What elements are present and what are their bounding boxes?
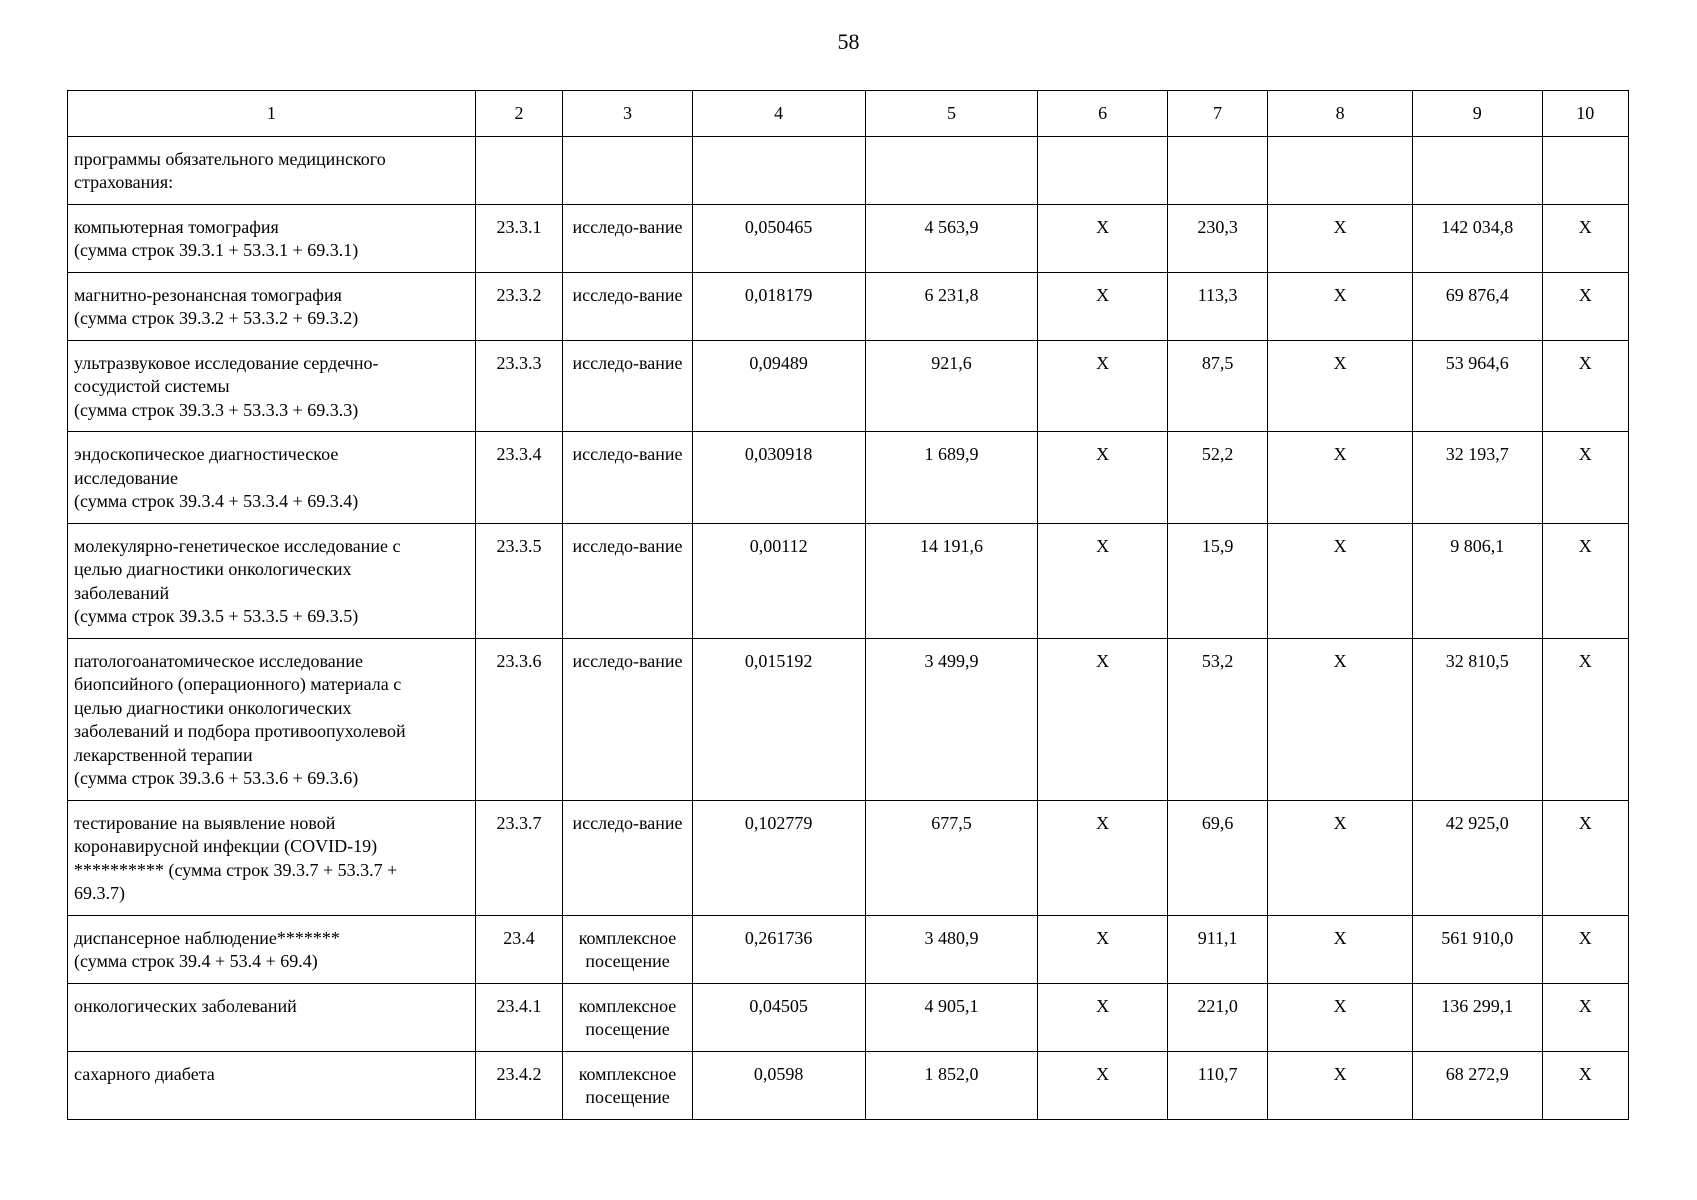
row-value-cell: 136 299,1 bbox=[1412, 983, 1542, 1051]
row-name-line: (сумма строк 39.3.1 + 53.3.1 + 69.3.1) bbox=[74, 240, 359, 260]
row-name-cell bbox=[68, 272, 476, 340]
column-header: 10 bbox=[1542, 91, 1628, 137]
row-value-cell: 42 925,0 bbox=[1412, 800, 1542, 915]
row-value-cell: Х bbox=[1038, 204, 1168, 272]
row-code-cell: 23.3.2 bbox=[475, 272, 562, 340]
row-unit-cell: исследо-вание bbox=[563, 800, 693, 915]
row-value-cell: Х bbox=[1542, 340, 1628, 432]
row-value-cell: 1 689,9 bbox=[865, 432, 1038, 524]
row-value-cell: 921,6 bbox=[865, 340, 1038, 432]
row-name-line: магнитно-резонансная томография bbox=[74, 284, 342, 305]
row-value-cell: Х bbox=[1542, 638, 1628, 800]
row-value-cell: Х bbox=[1038, 915, 1168, 983]
column-header: 9 bbox=[1412, 91, 1542, 137]
row-name-line: биопсийного (операционного) материала с bbox=[74, 674, 402, 694]
table-row bbox=[68, 800, 1629, 915]
row-code-cell: 23.3.7 bbox=[475, 800, 562, 915]
row-value-cell: 9 806,1 bbox=[1412, 523, 1542, 638]
row-name-line: (сумма строк 39.3.6 + 53.3.6 + 69.3.6) bbox=[74, 768, 359, 788]
row-name-line: программы обязательного медицинского bbox=[74, 148, 386, 169]
row-value-cell: 0,00112 bbox=[692, 523, 865, 638]
row-unit-cell: исследо-вание bbox=[563, 340, 693, 432]
row-code-cell: 23.3.4 bbox=[475, 432, 562, 524]
row-value-cell: 0,04505 bbox=[692, 983, 865, 1051]
row-value-cell: 221,0 bbox=[1167, 983, 1267, 1051]
row-name-line: страхования: bbox=[74, 172, 174, 192]
row-value-cell: 0,09489 bbox=[692, 340, 865, 432]
row-value-cell: Х bbox=[1268, 915, 1413, 983]
row-name-line: сахарного диабета bbox=[74, 1063, 215, 1084]
row-value-cell: Х bbox=[1542, 1051, 1628, 1119]
table-row bbox=[68, 1051, 1629, 1119]
row-value-cell: Х bbox=[1542, 272, 1628, 340]
row-name-line: сосудистой системы bbox=[74, 376, 230, 396]
row-value-cell: 53 964,6 bbox=[1412, 340, 1542, 432]
row-name-line: (сумма строк 39.3.3 + 53.3.3 + 69.3.3) bbox=[74, 399, 359, 420]
row-value-cell bbox=[865, 136, 1038, 204]
row-code-cell: 23.3.6 bbox=[475, 638, 562, 800]
row-name-line: ********** (сумма строк 39.3.7 + 53.3.7 + bbox=[74, 859, 398, 880]
row-value-cell: 3 499,9 bbox=[865, 638, 1038, 800]
row-name-line: молекулярно-генетическое исследование с bbox=[74, 535, 401, 556]
row-value-cell: 32 810,5 bbox=[1412, 638, 1542, 800]
row-name-cell bbox=[68, 340, 476, 432]
row-value-cell: 110,7 bbox=[1167, 1051, 1267, 1119]
row-unit-cell: исследо-вание bbox=[563, 432, 693, 524]
row-value-cell bbox=[1167, 136, 1267, 204]
row-code-cell: 23.3.1 bbox=[475, 204, 562, 272]
row-name-line: заболеваний bbox=[74, 582, 170, 603]
column-header: 2 bbox=[475, 91, 562, 137]
row-value-cell: Х bbox=[1542, 983, 1628, 1051]
row-value-cell: Х bbox=[1542, 204, 1628, 272]
row-code-cell: 23.4.1 bbox=[475, 983, 562, 1051]
row-value-cell: 113,3 bbox=[1167, 272, 1267, 340]
row-value-cell: 3 480,9 bbox=[865, 915, 1038, 983]
table-row bbox=[68, 432, 1629, 524]
row-unit-cell: исследо-вание bbox=[563, 204, 693, 272]
table-row bbox=[68, 523, 1629, 638]
row-name-line: целью диагностики онкологических bbox=[74, 697, 352, 718]
row-value-cell: 69,6 bbox=[1167, 800, 1267, 915]
row-value-cell bbox=[1268, 136, 1413, 204]
row-value-cell: 0,261736 bbox=[692, 915, 865, 983]
row-unit-cell bbox=[563, 136, 693, 204]
row-value-cell: 142 034,8 bbox=[1412, 204, 1542, 272]
row-value-cell: Х bbox=[1038, 1051, 1168, 1119]
row-value-cell: 0,015192 bbox=[692, 638, 865, 800]
row-name-cell bbox=[68, 432, 476, 524]
row-name-line: 69.3.7) bbox=[74, 883, 125, 903]
row-unit-cell: комплексное посещение bbox=[563, 1051, 693, 1119]
table-row bbox=[68, 272, 1629, 340]
row-value-cell: 52,2 bbox=[1167, 432, 1267, 524]
row-name-cell bbox=[68, 204, 476, 272]
row-value-cell: 4 563,9 bbox=[865, 204, 1038, 272]
row-code-cell: 23.3.5 bbox=[475, 523, 562, 638]
row-value-cell: 561 910,0 bbox=[1412, 915, 1542, 983]
row-value-cell: 230,3 bbox=[1167, 204, 1267, 272]
column-header: 8 bbox=[1268, 91, 1413, 137]
row-name-line: (сумма строк 39.4 + 53.4 + 69.4) bbox=[74, 951, 318, 971]
table-body bbox=[68, 136, 1629, 1119]
row-value-cell: Х bbox=[1268, 272, 1413, 340]
row-value-cell: 0,018179 bbox=[692, 272, 865, 340]
table-row bbox=[68, 983, 1629, 1051]
row-value-cell: Х bbox=[1268, 340, 1413, 432]
row-name-line: эндоскопическое диагностическое bbox=[74, 444, 339, 464]
row-value-cell: 15,9 bbox=[1167, 523, 1267, 638]
row-value-cell: Х bbox=[1542, 432, 1628, 524]
row-unit-cell: исследо-вание bbox=[563, 638, 693, 800]
column-header: 7 bbox=[1167, 91, 1267, 137]
row-name-cell bbox=[68, 800, 476, 915]
row-name-cell bbox=[68, 638, 476, 800]
row-value-cell: Х bbox=[1542, 800, 1628, 915]
row-name-line: исследование bbox=[74, 467, 179, 488]
row-unit-cell: исследо-вание bbox=[563, 272, 693, 340]
row-name-cell bbox=[68, 915, 476, 983]
row-name-line: диспансерное наблюдение******* bbox=[74, 927, 340, 948]
row-value-cell bbox=[1542, 136, 1628, 204]
row-unit-cell: комплексное посещение bbox=[563, 915, 693, 983]
row-name-line: (сумма строк 39.3.5 + 53.3.5 + 69.3.5) bbox=[74, 606, 359, 626]
data-table bbox=[67, 90, 1629, 1120]
row-name-line: лекарственной терапии bbox=[74, 744, 253, 765]
row-name-line: заболеваний и подбора противоопухолевой bbox=[74, 721, 406, 741]
row-name-cell bbox=[68, 1051, 476, 1119]
row-code-cell bbox=[475, 136, 562, 204]
row-value-cell: 0,0598 bbox=[692, 1051, 865, 1119]
row-name-line: (сумма строк 39.3.2 + 53.3.2 + 69.3.2) bbox=[74, 308, 359, 328]
row-value-cell: Х bbox=[1268, 800, 1413, 915]
table-row bbox=[68, 204, 1629, 272]
row-value-cell: 0,030918 bbox=[692, 432, 865, 524]
row-code-cell: 23.4 bbox=[475, 915, 562, 983]
row-value-cell: Х bbox=[1268, 432, 1413, 524]
row-value-cell: Х bbox=[1038, 638, 1168, 800]
row-value-cell: 911,1 bbox=[1167, 915, 1267, 983]
row-name-line: онкологических заболеваний bbox=[74, 995, 297, 1016]
row-name-cell bbox=[68, 523, 476, 638]
table-row bbox=[68, 340, 1629, 432]
column-header: 1 bbox=[68, 91, 476, 137]
row-value-cell bbox=[1038, 136, 1168, 204]
row-value-cell: Х bbox=[1038, 523, 1168, 638]
row-value-cell bbox=[1412, 136, 1542, 204]
row-value-cell: Х bbox=[1268, 1051, 1413, 1119]
row-name-line: тестирование на выявление новой bbox=[74, 812, 336, 833]
row-value-cell: Х bbox=[1268, 983, 1413, 1051]
table-row bbox=[68, 915, 1629, 983]
row-value-cell: Х bbox=[1268, 204, 1413, 272]
row-value-cell: Х bbox=[1038, 340, 1168, 432]
row-name-line: компьютерная томография bbox=[74, 216, 279, 237]
row-value-cell: 68 272,9 bbox=[1412, 1051, 1542, 1119]
row-name-cell bbox=[68, 983, 476, 1051]
row-value-cell: 0,102779 bbox=[692, 800, 865, 915]
row-name-line: (сумма строк 39.3.4 + 53.3.4 + 69.3.4) bbox=[74, 491, 359, 511]
row-value-cell: 32 193,7 bbox=[1412, 432, 1542, 524]
row-value-cell: 6 231,8 bbox=[865, 272, 1038, 340]
row-value-cell: 677,5 bbox=[865, 800, 1038, 915]
row-code-cell: 23.3.3 bbox=[475, 340, 562, 432]
row-value-cell: 69 876,4 bbox=[1412, 272, 1542, 340]
row-unit-cell: исследо-вание bbox=[563, 523, 693, 638]
row-value-cell: 1 852,0 bbox=[865, 1051, 1038, 1119]
column-header: 5 bbox=[865, 91, 1038, 137]
row-name-line: целью диагностики онкологических bbox=[74, 559, 352, 579]
row-value-cell: 0,050465 bbox=[692, 204, 865, 272]
column-header: 6 bbox=[1038, 91, 1168, 137]
row-value-cell: Х bbox=[1038, 800, 1168, 915]
row-value-cell: Х bbox=[1038, 983, 1168, 1051]
header-row bbox=[68, 91, 1629, 137]
row-name-cell bbox=[68, 136, 476, 204]
row-value-cell: Х bbox=[1268, 638, 1413, 800]
row-value-cell: Х bbox=[1038, 272, 1168, 340]
row-code-cell: 23.4.2 bbox=[475, 1051, 562, 1119]
row-value-cell: Х bbox=[1542, 915, 1628, 983]
row-value-cell: Х bbox=[1268, 523, 1413, 638]
row-name-line: патологоанатомическое исследование bbox=[74, 650, 363, 671]
row-value-cell: 87,5 bbox=[1167, 340, 1267, 432]
row-value-cell bbox=[692, 136, 865, 204]
table-row bbox=[68, 136, 1629, 204]
row-value-cell: Х bbox=[1038, 432, 1168, 524]
row-value-cell: Х bbox=[1542, 523, 1628, 638]
column-header: 4 bbox=[692, 91, 865, 137]
table-row bbox=[68, 638, 1629, 800]
row-unit-cell: комплексное посещение bbox=[563, 983, 693, 1051]
row-value-cell: 53,2 bbox=[1167, 638, 1267, 800]
row-name-line: ультразвуковое исследование сердечно- bbox=[74, 352, 379, 373]
column-header: 3 bbox=[563, 91, 693, 137]
row-name-line: коронавирусной инфекции (COVID-19) bbox=[74, 836, 378, 856]
page-number: 58 bbox=[837, 29, 860, 54]
row-value-cell: 4 905,1 bbox=[865, 983, 1038, 1051]
row-value-cell: 14 191,6 bbox=[865, 523, 1038, 638]
